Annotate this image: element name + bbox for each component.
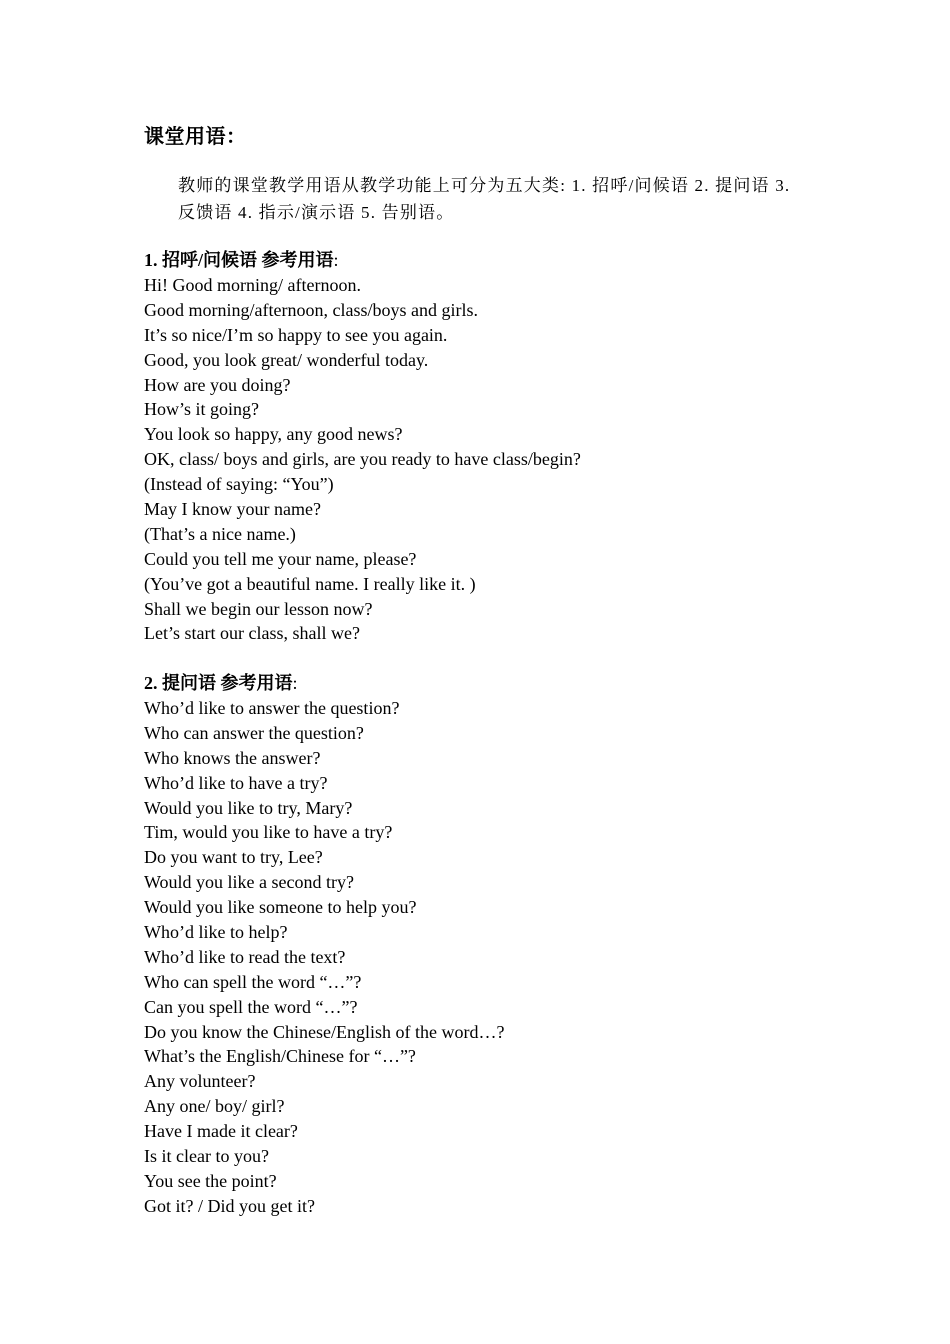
text-line: Who knows the answer? <box>144 747 321 768</box>
text-line: What’s the English/Chinese for “…”? <box>144 1046 416 1067</box>
text-line: Who can answer the question? <box>144 722 364 743</box>
text-line: Tim, would you like to have a try? <box>144 822 393 843</box>
text-line: Good morning/afternoon, class/boys and girls. <box>144 299 478 320</box>
text-line: You see the point? <box>144 1170 277 1191</box>
text-line: (That’s a nice name.) <box>144 523 296 544</box>
text-line: (Instead of saying: “You”) <box>144 474 334 495</box>
text-line: (You’ve got a beautiful name. I really like it. ) <box>144 573 476 594</box>
text-line: How are you doing? <box>144 374 291 395</box>
section-heading-colon: : <box>333 250 339 270</box>
text-line: Do you know the Chinese/English of the word…? <box>144 1021 505 1042</box>
section-heading <box>144 248 844 273</box>
text-line: OK, class/ boys and girls, are you ready to have class/begin? <box>144 449 581 470</box>
section-heading-colon: : <box>292 673 298 693</box>
text-line: Would you like to try, Mary? <box>144 797 353 818</box>
text-line: Got it? / Did you get it? <box>144 1195 315 1216</box>
text-line: Hi! Good morning/ afternoon. <box>144 275 361 295</box>
section-greetings <box>144 248 844 646</box>
text-line: Do you want to try, Lee? <box>144 847 323 868</box>
text-line: Would you like someone to help you? <box>144 897 417 918</box>
text-line: Let’s start our class, shall we? <box>144 623 360 644</box>
text-line: How’s it going? <box>144 399 259 420</box>
text-line: You look so happy, any good news? <box>144 424 403 445</box>
text-line: Any volunteer? <box>144 1071 256 1092</box>
text-line: Can you spell the word “…”? <box>144 996 358 1017</box>
section-questions <box>144 671 844 1219</box>
text-line: Shall we begin our lesson now? <box>144 598 373 619</box>
text-line: Who’d like to help? <box>144 922 288 943</box>
text-line: Who’d like to answer the question? <box>144 698 400 718</box>
text-line: Who can spell the word “…”? <box>144 971 362 992</box>
text-line: Any one/ boy/ girl? <box>144 1096 285 1117</box>
intro-paragraph: 教师的课堂教学用语从教学功能上可分为五大类: 1. 招呼/问候语 2. 提问语 3. 反馈语 4. 指示/演示语 5. 告别语。 <box>178 176 791 222</box>
text-line: Could you tell me your name, please? <box>144 548 417 569</box>
text-line: May I know your name? <box>144 499 321 520</box>
text-line: Would you like a second try? <box>144 872 354 893</box>
text-line: Good, you look great/ wonderful today. <box>144 349 429 370</box>
section-heading-text: 2. 提问语 参考用语 <box>144 673 293 693</box>
text-line: Who’d like to have a try? <box>144 772 328 793</box>
section-heading <box>144 671 844 696</box>
text-line: Have I made it clear? <box>144 1121 298 1142</box>
section-heading-text: 1. 招呼/问候语 参考用语 <box>144 250 334 270</box>
text-line: Who’d like to read the text? <box>144 946 346 967</box>
text-line: Is it clear to you? <box>144 1146 269 1167</box>
document-title: 课堂用语： <box>144 124 247 148</box>
text-line: It’s so nice/I’m so happy to see you again. <box>144 324 448 345</box>
